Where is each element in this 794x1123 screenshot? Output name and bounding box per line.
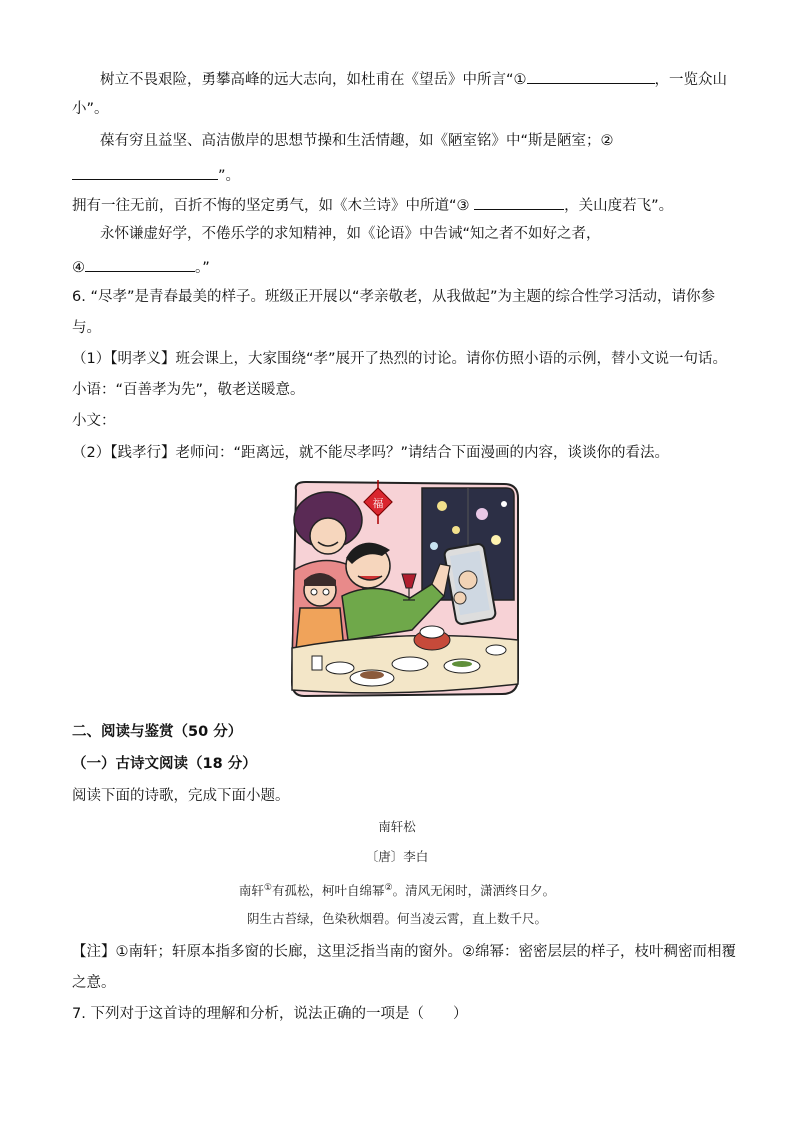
xiaoyu-example: 小语：“百善孝为先”，敬老送暖意。 bbox=[72, 382, 305, 398]
fill-in-line-1 bbox=[100, 67, 727, 90]
answer-blank-4[interactable] bbox=[85, 255, 195, 272]
text: ，一览众山 bbox=[654, 72, 728, 88]
question-6-sub-1: （1）【明孝义】班会课上，大家围绕“孝”展开了热烈的讨论。请你仿照小语的示例，替小文说一句话。 bbox=[72, 351, 727, 367]
fill-in-line-2 bbox=[72, 163, 240, 186]
text: 。” bbox=[195, 260, 210, 276]
poem-line-1 bbox=[0, 879, 794, 900]
poem-note: 【注】①南轩；轩原本指多窗的长廊，这里泛指当南的窗外。②绵幂：密密层层的样子，枝叶稠密而相覆 bbox=[72, 944, 736, 960]
poem-note-cont: 之意。 bbox=[72, 975, 116, 991]
footnote-mark: ② bbox=[384, 883, 393, 893]
text-line: 小”。 bbox=[72, 101, 109, 117]
answer-blank-2[interactable] bbox=[72, 163, 218, 180]
poem-text: 南轩 bbox=[238, 883, 264, 899]
answer-blank-3[interactable] bbox=[474, 193, 564, 210]
question-6-intro-cont: 与。 bbox=[72, 320, 101, 336]
text: ④ bbox=[72, 260, 85, 276]
fill-in-line-4 bbox=[72, 255, 210, 278]
section-heading: 二、阅读与鉴赏（50 分） bbox=[72, 724, 243, 740]
text: ，关山度若飞”。 bbox=[564, 198, 674, 214]
text: ”。 bbox=[218, 168, 241, 184]
poem-text: 有孤松，柯叶自绵幂 bbox=[271, 883, 385, 899]
poem-author: 〔唐〕李白 bbox=[365, 849, 429, 864]
sub-section-heading: （一）古诗文阅读（18 分） bbox=[72, 756, 257, 772]
text-line: 葆有穷且益坚、高洁傲岸的思想节操和生活情趣，如《陋室铭》中“斯是陋室；② bbox=[100, 133, 614, 149]
xiaowen-answer-line: 小文： bbox=[72, 413, 116, 429]
text: 树立不畏艰险，勇攀高峰的远大志向，如杜甫在《望岳》中所言“① bbox=[100, 72, 527, 88]
footnote-mark: ① bbox=[263, 883, 272, 893]
poem-text: 。清风无闲时，潇洒终日夕。 bbox=[392, 883, 556, 899]
poem-line-2: 阴生古苔绿，色染秋烟碧。何当凌云霄，直上数千尺。 bbox=[246, 911, 547, 926]
text-line: 永怀谦虚好学，不倦乐学的求知精神，如《论语》中告诫“知之者不如好之者， bbox=[100, 226, 601, 242]
fu-char: 福 bbox=[372, 497, 384, 510]
question-7: 7. 下列对于这首诗的理解和分析，说法正确的一项是（ ） bbox=[72, 1006, 468, 1022]
question-6-sub-2: （2）【践孝行】老师问：“距离远，就不能尽孝吗？”请结合下面漫画的内容，谈谈你的看法。 bbox=[72, 445, 669, 461]
question-6-intro: 6. “尽孝”是青春最美的样子。班级正开展以“孝亲敬老，从我做起”为主题的综合性学习活动，请你参 bbox=[72, 289, 715, 305]
comic-illustration bbox=[282, 480, 522, 702]
fill-in-line-3 bbox=[72, 193, 673, 216]
poem-title: 南轩松 bbox=[378, 819, 416, 834]
answer-blank-1[interactable] bbox=[527, 67, 655, 84]
text: 拥有一往无前，百折不悔的坚定勇气，如《木兰诗》中所道“③ bbox=[72, 198, 470, 214]
instruction-text: 阅读下面的诗歌，完成下面小题。 bbox=[72, 788, 290, 804]
